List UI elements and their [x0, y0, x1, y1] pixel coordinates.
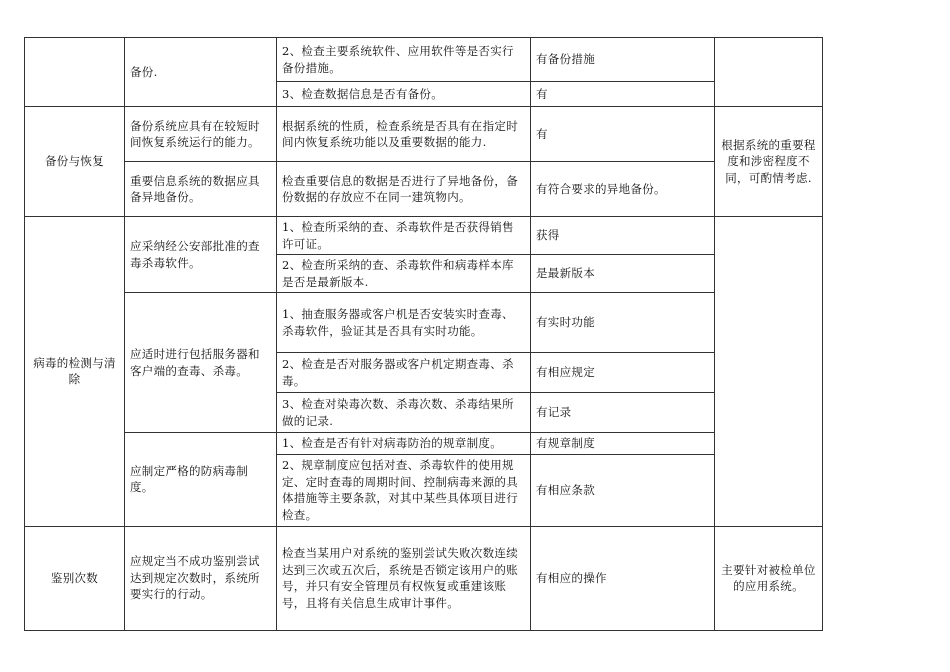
result-cell: 是最新版本 — [531, 255, 715, 293]
audit-table — [24, 37, 823, 631]
result-cell: 有记录 — [531, 393, 715, 433]
requirement-cell: 备份. — [125, 38, 277, 107]
check-cell: 2、检查所采纳的查、杀毒软件和病毒样本库是否是最新版本. — [277, 255, 531, 293]
check-cell: 1、检查所采纳的查、杀毒软件是否获得销售许可证。 — [277, 217, 531, 255]
result-cell: 有 — [531, 107, 715, 162]
result-cell: 有相应条款 — [531, 454, 715, 526]
check-cell: 2、规章制度应包括对查、杀毒软件的使用规定、定时查毒的周期时间、控制病毒来源的具体措施等主要条款，对其中某些具体项目进行检查。 — [277, 454, 531, 526]
result-cell: 有符合要求的异地备份。 — [531, 162, 715, 217]
table-row — [25, 162, 823, 217]
check-cell: 1、抽查服务器或客户机是否安装实时查毒、杀毒软件，验证其是否具有实时功能。 — [277, 293, 531, 353]
remark-cell-empty — [715, 38, 823, 107]
check-cell: 检查当某用户对系统的鉴别尝试失败次数连续达到三次或五次后，系统是否锁定该用户的账号，并只有安全管理员有权恢复或重建该账号，且将有关信息生成审计事件。 — [277, 526, 531, 630]
check-cell: 2、检查是否对服务器或客户机定期查毒、杀毒。 — [277, 353, 531, 393]
table-row — [25, 293, 823, 353]
result-cell: 有 — [531, 82, 715, 107]
table-row — [25, 38, 823, 82]
table-row — [25, 217, 823, 255]
table-row — [25, 433, 823, 455]
table-row — [25, 526, 823, 630]
result-cell: 有规章制度 — [531, 433, 715, 455]
requirement-cell: 应规定当不成功鉴别尝试达到规定次数时，系统所要实行的行动。 — [125, 526, 277, 630]
result-cell: 有相应规定 — [531, 353, 715, 393]
check-cell: 根据系统的性质，检查系统是否具有在指定时间内恢复系统功能以及重要数据的能力. — [277, 107, 531, 162]
remark-cell: 根据系统的重要程度和涉密程度不同，可酌情考虑. — [715, 107, 823, 217]
remark-cell: 主要针对被检单位的应用系统。 — [715, 526, 823, 630]
check-cell: 3、检查数据信息是否有备份。 — [277, 82, 531, 107]
requirement-cell: 重要信息系统的数据应具备异地备份。 — [125, 162, 277, 217]
check-cell: 1、检查是否有针对病毒防治的规章制度。 — [277, 433, 531, 455]
result-cell: 有实时功能 — [531, 293, 715, 353]
remark-cell-empty — [715, 217, 823, 527]
check-cell: 3、检查对染毒次数、杀毒次数、杀毒结果所做的记录. — [277, 393, 531, 433]
check-cell: 2、检查主要系统软件、应用软件等是否实行备份措施。 — [277, 38, 531, 82]
requirement-cell: 应制定严格的防病毒制度。 — [125, 433, 277, 527]
category-virus: 病毒的检测与清除 — [25, 217, 125, 527]
check-cell: 检查重要信息的数据是否进行了异地备份，备份数据的存放应不在同一建筑物内。 — [277, 162, 531, 217]
requirement-cell: 备份系统应具有在较短时间恢复系统运行的能力。 — [125, 107, 277, 162]
category-auth: 鉴别次数 — [25, 526, 125, 630]
result-cell: 有备份措施 — [531, 38, 715, 82]
result-cell: 有相应的操作 — [531, 526, 715, 630]
category-backup: 备份与恢复 — [25, 107, 125, 217]
requirement-cell: 应采纳经公安部批准的查毒杀毒软件。 — [125, 217, 277, 293]
category-cell-empty — [25, 38, 125, 107]
result-cell: 获得 — [531, 217, 715, 255]
requirement-cell: 应适时进行包括服务器和客户端的查毒、杀毒。 — [125, 293, 277, 433]
table-row — [25, 107, 823, 162]
